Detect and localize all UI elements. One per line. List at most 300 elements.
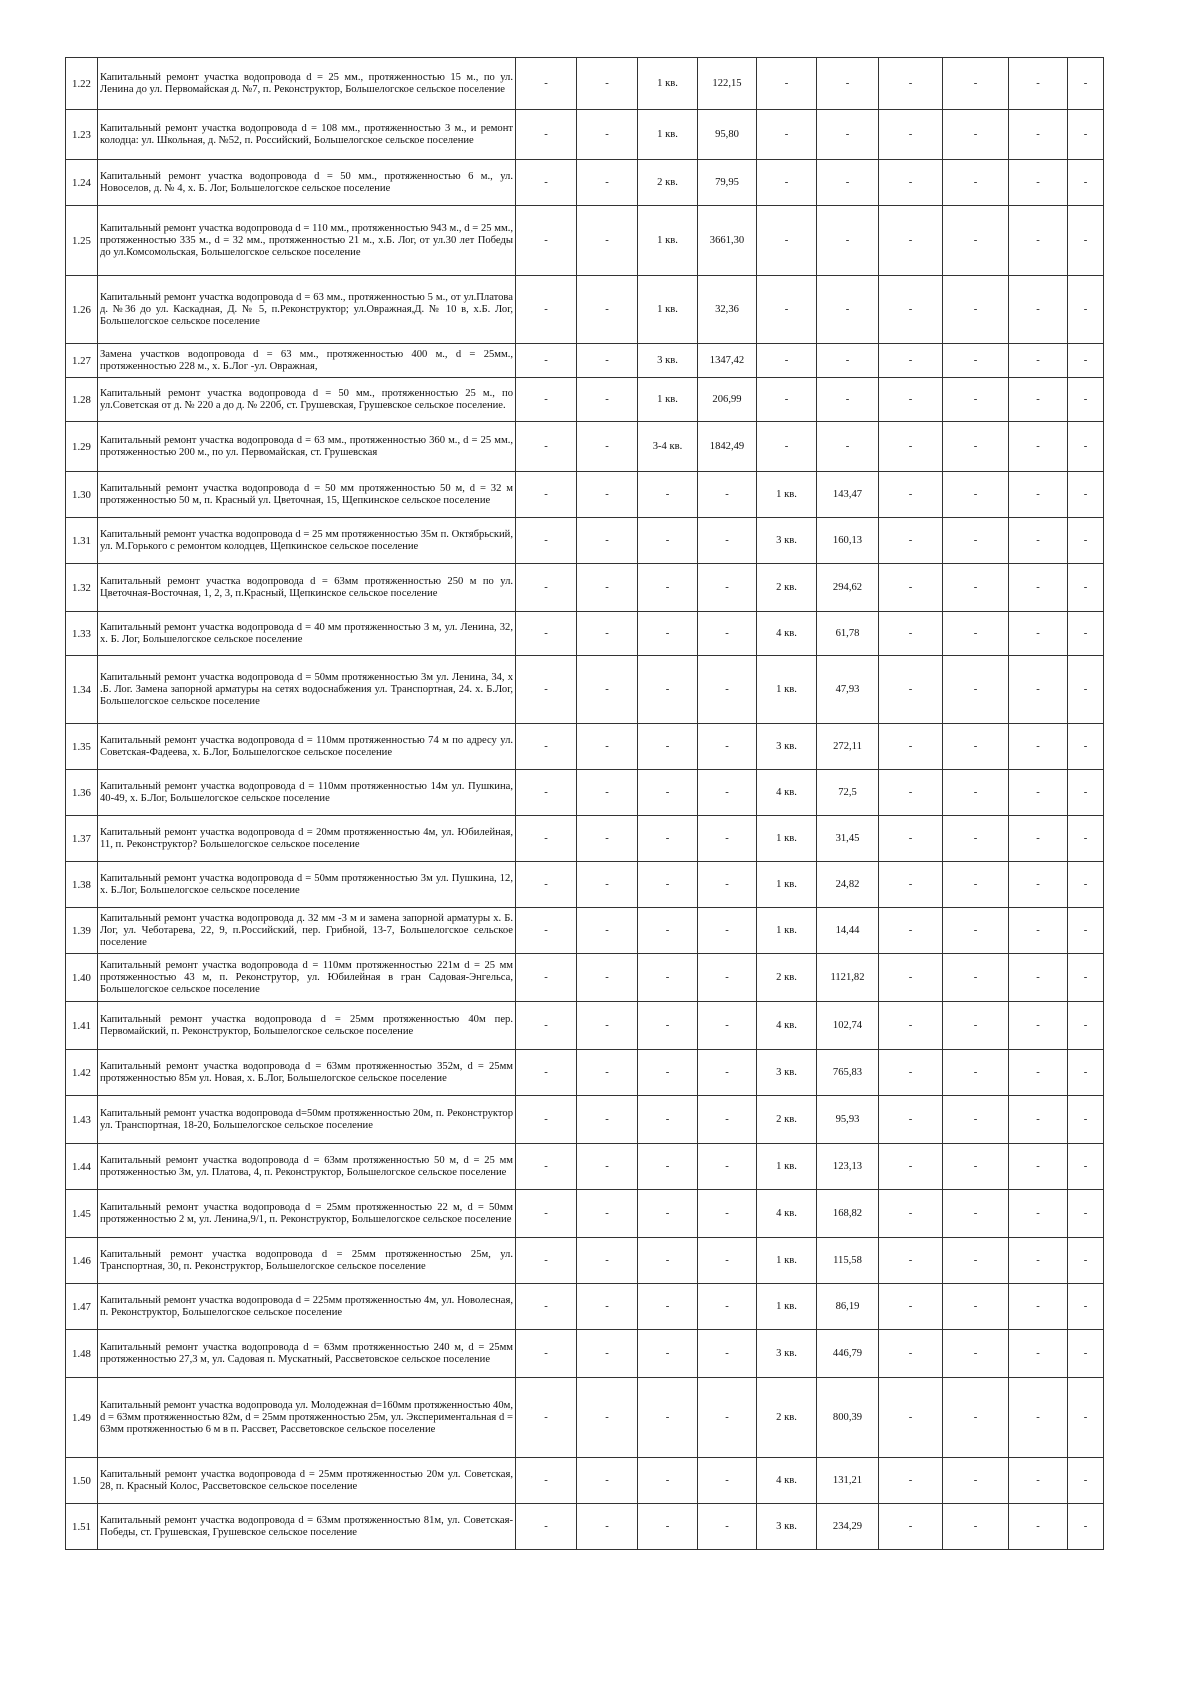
cell-col-7: 4 кв. (757, 612, 817, 656)
row-number: 1.32 (66, 564, 98, 612)
cell-col-5: - (638, 518, 698, 564)
cell-col-8: 72,5 (817, 770, 879, 816)
cell-col-3: - (516, 472, 577, 518)
cell-col-11: - (1009, 564, 1068, 612)
row-description: Капитальный ремонт участка водопровода d = 25мм протяженностью 20м ул. Советская, 28, п. Красный Колос, Рассветовское сельское поселение (98, 1458, 516, 1504)
cell-col-7: 3 кв. (757, 518, 817, 564)
cell-col-3: - (516, 110, 577, 160)
cell-col-12: - (1068, 276, 1104, 344)
cell-col-6: - (698, 1050, 757, 1096)
row-description: Капитальный ремонт участка водопровода d = 110мм протяженностью 74 м по адресу ул. Советская-Фадеева, х. Б.Лог, Большелогское сельское поселение (98, 724, 516, 770)
table-row (66, 862, 1104, 908)
cell-col-3: - (516, 1458, 577, 1504)
table-row (66, 1504, 1104, 1550)
cell-col-5: - (638, 1378, 698, 1458)
cell-col-6: - (698, 1458, 757, 1504)
cell-col-9: - (879, 954, 943, 1002)
cell-col-8: 115,58 (817, 1238, 879, 1284)
cell-col-10: - (943, 1144, 1009, 1190)
cell-col-11: - (1009, 1378, 1068, 1458)
cell-col-6: - (698, 770, 757, 816)
cell-col-6: 122,15 (698, 58, 757, 110)
cell-col-12: - (1068, 160, 1104, 206)
cell-col-9: - (879, 724, 943, 770)
cell-col-10: - (943, 518, 1009, 564)
row-number: 1.24 (66, 160, 98, 206)
cell-col-12: - (1068, 344, 1104, 378)
row-description: Капитальный ремонт участка водопровода д. 32 мм -3 м и замена запорной арматуры х. Б. Лог, ул. Чеботарева, 22, 9, п.Российский, пер. Грибной, 13-7, Большелогское сельское поселение (98, 908, 516, 954)
cell-col-7: - (757, 344, 817, 378)
cell-col-3: - (516, 1378, 577, 1458)
table-row (66, 1050, 1104, 1096)
row-number: 1.39 (66, 908, 98, 954)
cell-col-4: - (577, 1144, 638, 1190)
cell-col-10: - (943, 770, 1009, 816)
cell-col-5: - (638, 564, 698, 612)
row-description: Капитальный ремонт участка водопровода d = 25мм протяженностью 22 м, d = 50мм протяженностью 2 м, ул. Ленина,9/1, п. Реконструктор, Большелогское сельское поселение (98, 1190, 516, 1238)
table-row (66, 656, 1104, 724)
row-number: 1.33 (66, 612, 98, 656)
table-row (66, 110, 1104, 160)
cell-col-7: 1 кв. (757, 816, 817, 862)
cell-col-9: - (879, 1238, 943, 1284)
cell-col-3: - (516, 954, 577, 1002)
cell-col-8: 24,82 (817, 862, 879, 908)
cell-col-9: - (879, 1144, 943, 1190)
cell-col-10: - (943, 954, 1009, 1002)
cell-col-10: - (943, 1330, 1009, 1378)
cell-col-6: - (698, 1002, 757, 1050)
cell-col-3: - (516, 206, 577, 276)
cell-col-11: - (1009, 1190, 1068, 1238)
cell-col-6: - (698, 612, 757, 656)
cell-col-12: - (1068, 1050, 1104, 1096)
cell-col-5: 1 кв. (638, 378, 698, 422)
cell-col-10: - (943, 1002, 1009, 1050)
cell-col-7: - (757, 160, 817, 206)
cell-col-11: - (1009, 1458, 1068, 1504)
cell-col-3: - (516, 344, 577, 378)
table-row (66, 1096, 1104, 1144)
cell-col-5: - (638, 954, 698, 1002)
cell-col-6: - (698, 954, 757, 1002)
cell-col-10: - (943, 344, 1009, 378)
cell-col-4: - (577, 1096, 638, 1144)
cell-col-5: - (638, 1458, 698, 1504)
cell-col-8: 131,21 (817, 1458, 879, 1504)
cell-col-5: - (638, 816, 698, 862)
cell-col-9: - (879, 1002, 943, 1050)
cell-col-5: 1 кв. (638, 58, 698, 110)
row-description: Капитальный ремонт участка водопровода d = 50 мм., протяженностью 25 м., по ул.Советская от д. № 220 а до д. № 220б, ст. Грушевская, Грушевское сельское поселение. (98, 378, 516, 422)
cell-col-5: - (638, 1144, 698, 1190)
cell-col-4: - (577, 58, 638, 110)
cell-col-3: - (516, 770, 577, 816)
cell-col-10: - (943, 1050, 1009, 1096)
cell-col-8: - (817, 276, 879, 344)
cell-col-4: - (577, 656, 638, 724)
cell-col-11: - (1009, 612, 1068, 656)
cell-col-12: - (1068, 1284, 1104, 1330)
cell-col-6: - (698, 1378, 757, 1458)
cell-col-5: - (638, 862, 698, 908)
cell-col-3: - (516, 1096, 577, 1144)
cell-col-4: - (577, 1238, 638, 1284)
cell-col-11: - (1009, 58, 1068, 110)
cell-col-7: 3 кв. (757, 724, 817, 770)
cell-col-9: - (879, 816, 943, 862)
row-description: Капитальный ремонт участка водопровода ул. Молодежная d=160мм протяженностью 40м, d = 63мм протяженностью 82м, d = 25мм протяженностью 25м, ул. Экспериментальная d = 63мм протяженностью 6 м в п. Рассвет, Рассветовское сельское поселение (98, 1378, 516, 1458)
cell-col-3: - (516, 612, 577, 656)
cell-col-9: - (879, 110, 943, 160)
cell-col-8: 47,93 (817, 656, 879, 724)
cell-col-12: - (1068, 770, 1104, 816)
row-number: 1.45 (66, 1190, 98, 1238)
cell-col-9: - (879, 206, 943, 276)
cell-col-5: - (638, 1002, 698, 1050)
cell-col-11: - (1009, 518, 1068, 564)
cell-col-7: 3 кв. (757, 1504, 817, 1550)
cell-col-9: - (879, 564, 943, 612)
cell-col-3: - (516, 1284, 577, 1330)
cell-col-10: - (943, 110, 1009, 160)
cell-col-10: - (943, 58, 1009, 110)
cell-col-9: - (879, 1504, 943, 1550)
cell-col-12: - (1068, 1002, 1104, 1050)
cell-col-8: 86,19 (817, 1284, 879, 1330)
cell-col-4: - (577, 344, 638, 378)
cell-col-8: - (817, 422, 879, 472)
cell-col-4: - (577, 1002, 638, 1050)
cell-col-8: - (817, 58, 879, 110)
cell-col-4: - (577, 862, 638, 908)
cell-col-3: - (516, 564, 577, 612)
cell-col-4: - (577, 518, 638, 564)
cell-col-11: - (1009, 816, 1068, 862)
cell-col-9: - (879, 1378, 943, 1458)
cell-col-11: - (1009, 724, 1068, 770)
cell-col-11: - (1009, 656, 1068, 724)
cell-col-9: - (879, 1096, 943, 1144)
cell-col-4: - (577, 724, 638, 770)
cell-col-7: 1 кв. (757, 908, 817, 954)
cell-col-9: - (879, 422, 943, 472)
cell-col-12: - (1068, 724, 1104, 770)
cell-col-10: - (943, 1504, 1009, 1550)
cell-col-12: - (1068, 816, 1104, 862)
cell-col-3: - (516, 1190, 577, 1238)
cell-col-4: - (577, 472, 638, 518)
table-row (66, 564, 1104, 612)
row-number: 1.50 (66, 1458, 98, 1504)
cell-col-4: - (577, 1330, 638, 1378)
cell-col-6: - (698, 1284, 757, 1330)
cell-col-9: - (879, 770, 943, 816)
cell-col-8: 765,83 (817, 1050, 879, 1096)
cell-col-7: 1 кв. (757, 1284, 817, 1330)
cell-col-12: - (1068, 378, 1104, 422)
cell-col-5: 3 кв. (638, 344, 698, 378)
cell-col-6: - (698, 1096, 757, 1144)
cell-col-4: - (577, 1504, 638, 1550)
cell-col-9: - (879, 472, 943, 518)
cell-col-6: 3661,30 (698, 206, 757, 276)
row-description: Капитальный ремонт участка водопровода d = 63мм протяженностью 50 м, d = 25 мм протяженностью 3м, ул. Платова, 4, п. Реконструктор, Большелогское сельское поселение (98, 1144, 516, 1190)
cell-col-12: - (1068, 1330, 1104, 1378)
cell-col-3: - (516, 724, 577, 770)
cell-col-4: - (577, 206, 638, 276)
row-number: 1.51 (66, 1504, 98, 1550)
cell-col-5: - (638, 908, 698, 954)
row-number: 1.27 (66, 344, 98, 378)
row-description: Капитальный ремонт участка водопровода d = 40 мм протяженностью 3 м, ул. Ленина, 32, х. Б. Лог, Большелогское сельское поселение (98, 612, 516, 656)
row-number: 1.38 (66, 862, 98, 908)
cell-col-12: - (1068, 206, 1104, 276)
cell-col-12: - (1068, 518, 1104, 564)
cell-col-6: - (698, 724, 757, 770)
row-number: 1.42 (66, 1050, 98, 1096)
cell-col-5: - (638, 1050, 698, 1096)
cell-col-5: 1 кв. (638, 206, 698, 276)
cell-col-11: - (1009, 954, 1068, 1002)
cell-col-12: - (1068, 1144, 1104, 1190)
cell-col-12: - (1068, 1096, 1104, 1144)
cell-col-6: 206,99 (698, 378, 757, 422)
cell-col-7: 2 кв. (757, 1096, 817, 1144)
cell-col-5: 1 кв. (638, 276, 698, 344)
cell-col-12: - (1068, 1504, 1104, 1550)
cell-col-5: 3-4 кв. (638, 422, 698, 472)
table-row (66, 1002, 1104, 1050)
cell-col-6: - (698, 564, 757, 612)
table-row (66, 422, 1104, 472)
row-description: Капитальный ремонт участка водопровода d = 25 мм протяженностью 35м п. Октябрьский, ул. М.Горького с ремонтом колодцев, Щепкинское сельское поселение (98, 518, 516, 564)
cell-col-8: 123,13 (817, 1144, 879, 1190)
table-row (66, 1284, 1104, 1330)
cell-col-12: - (1068, 862, 1104, 908)
cell-col-12: - (1068, 564, 1104, 612)
cell-col-4: - (577, 816, 638, 862)
cell-col-7: - (757, 276, 817, 344)
cell-col-6: - (698, 518, 757, 564)
cell-col-9: - (879, 378, 943, 422)
cell-col-9: - (879, 160, 943, 206)
cell-col-11: - (1009, 110, 1068, 160)
table-row (66, 770, 1104, 816)
cell-col-5: - (638, 770, 698, 816)
row-description: Капитальный ремонт участка водопровода d = 25 мм., протяженностью 15 м., по ул. Ленина до ул. Первомайская д. №7, п. Реконструктор, Большелогское сельское поселение (98, 58, 516, 110)
cell-col-11: - (1009, 344, 1068, 378)
cell-col-7: 2 кв. (757, 954, 817, 1002)
cell-col-10: - (943, 160, 1009, 206)
cell-col-3: - (516, 1002, 577, 1050)
row-description: Капитальный ремонт участка водопровода d = 25мм протяженностью 40м пер. Первомайский, п. Реконструктор, Большелогское сельское поселение (98, 1002, 516, 1050)
cell-col-4: - (577, 110, 638, 160)
cell-col-7: 3 кв. (757, 1330, 817, 1378)
row-number: 1.26 (66, 276, 98, 344)
cell-col-12: - (1068, 1190, 1104, 1238)
cell-col-3: - (516, 862, 577, 908)
cell-col-8: - (817, 378, 879, 422)
row-description: Капитальный ремонт участка водопровода d = 108 мм., протяженностью 3 м., и ремонт колодца: ул. Школьная, д. №52, п. Российский, Большелогское сельское поселение (98, 110, 516, 160)
cell-col-12: - (1068, 1238, 1104, 1284)
cell-col-12: - (1068, 908, 1104, 954)
table-row (66, 344, 1104, 378)
cell-col-6: - (698, 472, 757, 518)
row-number: 1.41 (66, 1002, 98, 1050)
cell-col-4: - (577, 564, 638, 612)
row-number: 1.37 (66, 816, 98, 862)
row-description: Капитальный ремонт участка водопровода d = 110мм протяженностью 14м ул. Пушкина, 40-49, х. Б.Лог, Большелогское сельское поселение (98, 770, 516, 816)
row-number: 1.49 (66, 1378, 98, 1458)
cell-col-12: - (1068, 472, 1104, 518)
cell-col-8: 102,74 (817, 1002, 879, 1050)
cell-col-12: - (1068, 1378, 1104, 1458)
row-description: Капитальный ремонт участка водопровода d = 63мм протяженностью 240 м, d = 25мм протяженностью 27,3 м, ул. Садовая п. Мускатный, Рассветовское сельское поселение (98, 1330, 516, 1378)
cell-col-10: - (943, 276, 1009, 344)
cell-col-8: 446,79 (817, 1330, 879, 1378)
row-number: 1.47 (66, 1284, 98, 1330)
cell-col-3: - (516, 816, 577, 862)
cell-col-10: - (943, 816, 1009, 862)
row-description: Капитальный ремонт участка водопровода d = 63 мм., протяженностью 5 м., от ул.Платова д. №36 до ул. Каскадная, Д. № 5, п.Реконструктор; ул.Овражная,Д. № 10 в, х.Б. Лог, Большелогское сельское поселение (98, 276, 516, 344)
cell-col-8: 95,93 (817, 1096, 879, 1144)
cell-col-8: 272,11 (817, 724, 879, 770)
cell-col-7: - (757, 58, 817, 110)
table-row (66, 612, 1104, 656)
table-row (66, 1458, 1104, 1504)
cell-col-7: 1 кв. (757, 1144, 817, 1190)
cell-col-10: - (943, 422, 1009, 472)
row-number: 1.35 (66, 724, 98, 770)
cell-col-5: - (638, 1190, 698, 1238)
cell-col-12: - (1068, 612, 1104, 656)
cell-col-4: - (577, 1458, 638, 1504)
cell-col-8: 14,44 (817, 908, 879, 954)
cell-col-6: - (698, 656, 757, 724)
row-number: 1.31 (66, 518, 98, 564)
cell-col-5: - (638, 472, 698, 518)
document-table (65, 57, 1104, 1550)
cell-col-11: - (1009, 1002, 1068, 1050)
cell-col-10: - (943, 206, 1009, 276)
row-description: Капитальный ремонт участка водопровода d = 110 мм., протяженностью 943 м., d = 25 мм., протяженностью 335 м., d = 32 мм., протяженностью 21 м., х.Б. Лог, от ул.30 лет Победы до ул.Комсомольская, Большелогское сельское поселение (98, 206, 516, 276)
row-number: 1.30 (66, 472, 98, 518)
cell-col-10: - (943, 1190, 1009, 1238)
row-description: Капитальный ремонт участка водопровода d=50мм протяженностью 20м, п. Реконструктор ул. Транспортная, 18-20, Большелогское сельское поселение (98, 1096, 516, 1144)
cell-col-12: - (1068, 110, 1104, 160)
cell-col-11: - (1009, 1284, 1068, 1330)
row-description: Капитальный ремонт участка водопровода d = 50мм протяженностью 3м ул. Пушкина, 12, х. Б.Лог, Большелогское сельское поселение (98, 862, 516, 908)
cell-col-10: - (943, 656, 1009, 724)
cell-col-10: - (943, 1378, 1009, 1458)
cell-col-10: - (943, 724, 1009, 770)
row-description: Капитальный ремонт участка водопровода d = 110мм протяженностью 221м d = 25 мм протяженностью 43 м, п. Реконструтор, ул. Юбилейная в гран Садовая-Энгельса, Большелогское сельское поселение (98, 954, 516, 1002)
cell-col-3: - (516, 908, 577, 954)
cell-col-6: - (698, 1330, 757, 1378)
cell-col-7: - (757, 110, 817, 160)
cell-col-5: - (638, 656, 698, 724)
cell-col-9: - (879, 612, 943, 656)
cell-col-5: 1 кв. (638, 110, 698, 160)
cell-col-9: - (879, 1190, 943, 1238)
cell-col-10: - (943, 862, 1009, 908)
table-row (66, 276, 1104, 344)
cell-col-9: - (879, 518, 943, 564)
cell-col-3: - (516, 58, 577, 110)
cell-col-3: - (516, 656, 577, 724)
cell-col-9: - (879, 1284, 943, 1330)
cell-col-8: 1121,82 (817, 954, 879, 1002)
cell-col-5: - (638, 1504, 698, 1550)
row-number: 1.46 (66, 1238, 98, 1284)
table-row (66, 518, 1104, 564)
cell-col-12: - (1068, 954, 1104, 1002)
row-number: 1.40 (66, 954, 98, 1002)
cell-col-5: - (638, 612, 698, 656)
table-row (66, 1238, 1104, 1284)
cell-col-8: 61,78 (817, 612, 879, 656)
cell-col-8: 234,29 (817, 1504, 879, 1550)
cell-col-8: - (817, 110, 879, 160)
row-description: Капитальный ремонт участка водопровода d = 63мм протяженностью 250 м по ул. Цветочная-Восточная, 1, 2, 3, п.Красный, Щепкинское сельское поселение (98, 564, 516, 612)
cell-col-3: - (516, 1238, 577, 1284)
cell-col-7: 4 кв. (757, 1190, 817, 1238)
cell-col-8: 160,13 (817, 518, 879, 564)
cell-col-6: 32,36 (698, 276, 757, 344)
cell-col-11: - (1009, 1144, 1068, 1190)
table-row (66, 954, 1104, 1002)
cell-col-3: - (516, 160, 577, 206)
row-description: Капитальный ремонт участка водопровода d = 63 мм., протяженностью 360 м., d = 25 мм., протяженностью 200 м., по ул. Первомайская, ст. Грушевская (98, 422, 516, 472)
cell-col-3: - (516, 1330, 577, 1378)
table-row (66, 378, 1104, 422)
cell-col-7: 1 кв. (757, 862, 817, 908)
cell-col-6: - (698, 1238, 757, 1284)
cell-col-7: - (757, 422, 817, 472)
cell-col-7: - (757, 378, 817, 422)
cell-col-6: - (698, 1190, 757, 1238)
cell-col-11: - (1009, 1504, 1068, 1550)
cell-col-8: 800,39 (817, 1378, 879, 1458)
cell-col-3: - (516, 1504, 577, 1550)
cell-col-3: - (516, 1050, 577, 1096)
cell-col-3: - (516, 276, 577, 344)
cell-col-4: - (577, 378, 638, 422)
cell-col-10: - (943, 1458, 1009, 1504)
row-description: Капитальный ремонт участка водопровода d = 20мм протяженностью 4м, ул. Юбилейная, 11, п. Реконструктор? Большелогское сельское поселение (98, 816, 516, 862)
cell-col-11: - (1009, 1330, 1068, 1378)
cell-col-11: - (1009, 160, 1068, 206)
row-number: 1.48 (66, 1330, 98, 1378)
cell-col-5: - (638, 1238, 698, 1284)
table-row (66, 816, 1104, 862)
cell-col-7: 4 кв. (757, 1458, 817, 1504)
cell-col-7: 1 кв. (757, 1238, 817, 1284)
cell-col-9: - (879, 58, 943, 110)
cell-col-4: - (577, 1050, 638, 1096)
cell-col-9: - (879, 1458, 943, 1504)
row-number: 1.29 (66, 422, 98, 472)
cell-col-10: - (943, 378, 1009, 422)
cell-col-8: - (817, 160, 879, 206)
cell-col-10: - (943, 908, 1009, 954)
row-description: Капитальный ремонт участка водопровода d = 50 мм., протяженностью 6 м., ул. Новоселов, д. № 4, х. Б. Лог, Большелогское сельское поселение (98, 160, 516, 206)
cell-col-7: 1 кв. (757, 656, 817, 724)
cell-col-6: - (698, 1144, 757, 1190)
cell-col-4: - (577, 908, 638, 954)
cell-col-6: - (698, 816, 757, 862)
